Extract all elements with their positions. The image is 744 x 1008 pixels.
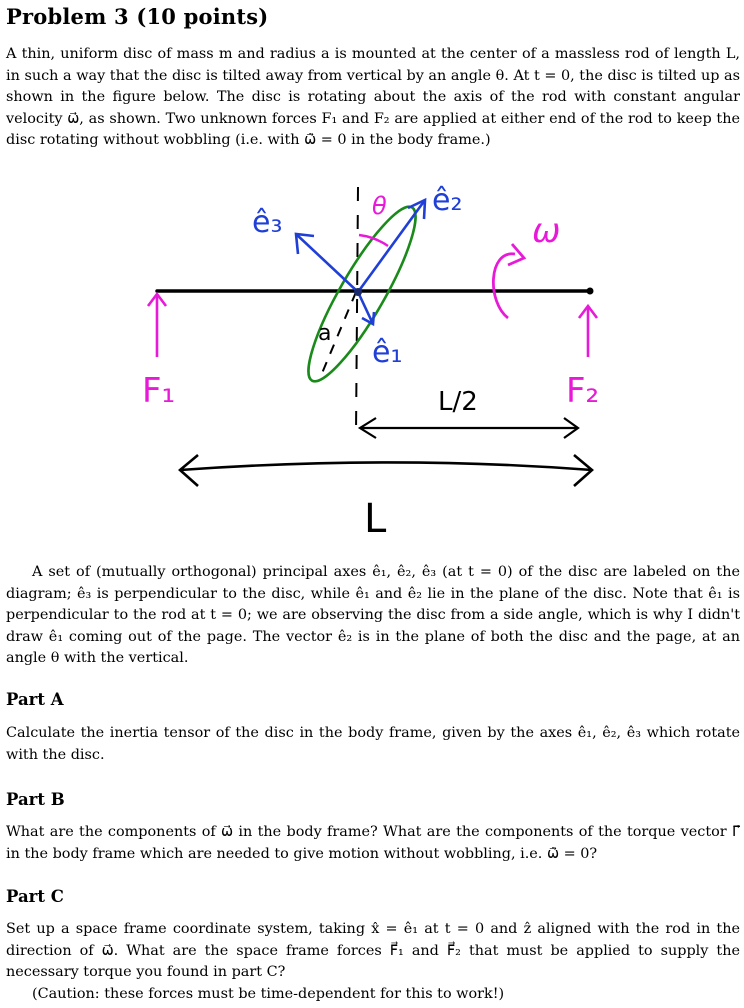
part-c-text: Set up a space frame coordinate system, taking x̂ = ê₁ at t = 0 and ẑ aligned with the rod in the direction of ω⃗. What are the space frame forces F⃗₁ and F⃗₂ that must be applied to supply the necessary torque you found in part C? [6, 921, 740, 980]
disc-diagram [0, 172, 744, 548]
axes-description-text: A set of (mutually orthogonal) principal axes ê₁, ê₂, ê₃ (at t = 0) of the disc are labeled on the diagram; ê₃ is perpendicular to the disc, while ê₁ and ê₂ lie in the plane of the disc. Note that ê₁ is perpendicular to the rod at t = 0; we are observing the disc from a side angle, which is why I didn't draw ê₁ coming out of the page. The vector ê₂ is in the plane of both the disc and the page, at an angle θ with the vertical. [6, 564, 740, 666]
vertical-dashed-line [356, 187, 358, 434]
part-c-caution: (Caution: these forces must be time-dependent for this to work!) [32, 985, 505, 1002]
part-b-heading: Part B [6, 790, 65, 809]
e3-arrow [296, 234, 358, 292]
part-a-heading: Part A [6, 690, 64, 709]
half-length-label: L/2 [438, 387, 478, 417]
a-label: a [318, 321, 332, 346]
f2-label: F₂ [566, 371, 600, 411]
length-arrow [180, 463, 592, 471]
part-c-heading: Part C [6, 887, 64, 906]
theta-label: θ [372, 192, 387, 220]
problem-title: Problem 3 (10 points) [6, 4, 269, 29]
problem-intro: A thin, uniform disc of mass m and radius a is mounted at the center of a massless rod of length L, in such a way that the disc is tilted away from vertical by an angle θ. At t = 0, the disc is tilted up as shown in the figure below. The disc is rotating about the axis of the rod with constant angular velocity ω⃗, as shown. Two unknown forces F₁ and F₂ are applied at either end of the rod to keep the disc rotating without wobbling (i.e. with ω⃗̇ = 0 in the body frame.) [6, 46, 740, 148]
axes-description [6, 562, 740, 670]
part-a-text: Calculate the inertia tensor of the disc in the body frame, given by the axes ê₁, ê₂, ê₃ which rotate with the disc. [6, 725, 740, 763]
e3-label: ê₃ [252, 205, 283, 240]
part-c-block [6, 919, 740, 1005]
e1-label: ê₁ [372, 335, 403, 370]
disc-center [354, 288, 362, 296]
part-b-text: What are the components of ω⃗ in the body frame? What are the components of the torque vector Γ⃗ in the body frame which are needed to give motion without wobbling, i.e. ω⃗̇ = 0? [6, 824, 740, 862]
length-label: L [364, 496, 387, 542]
tilted-disc [293, 196, 431, 391]
rod-end-right [587, 288, 594, 295]
omega-label: ω [532, 211, 561, 251]
e2-label: ê₂ [432, 183, 463, 218]
f1-label: F₁ [142, 371, 176, 411]
